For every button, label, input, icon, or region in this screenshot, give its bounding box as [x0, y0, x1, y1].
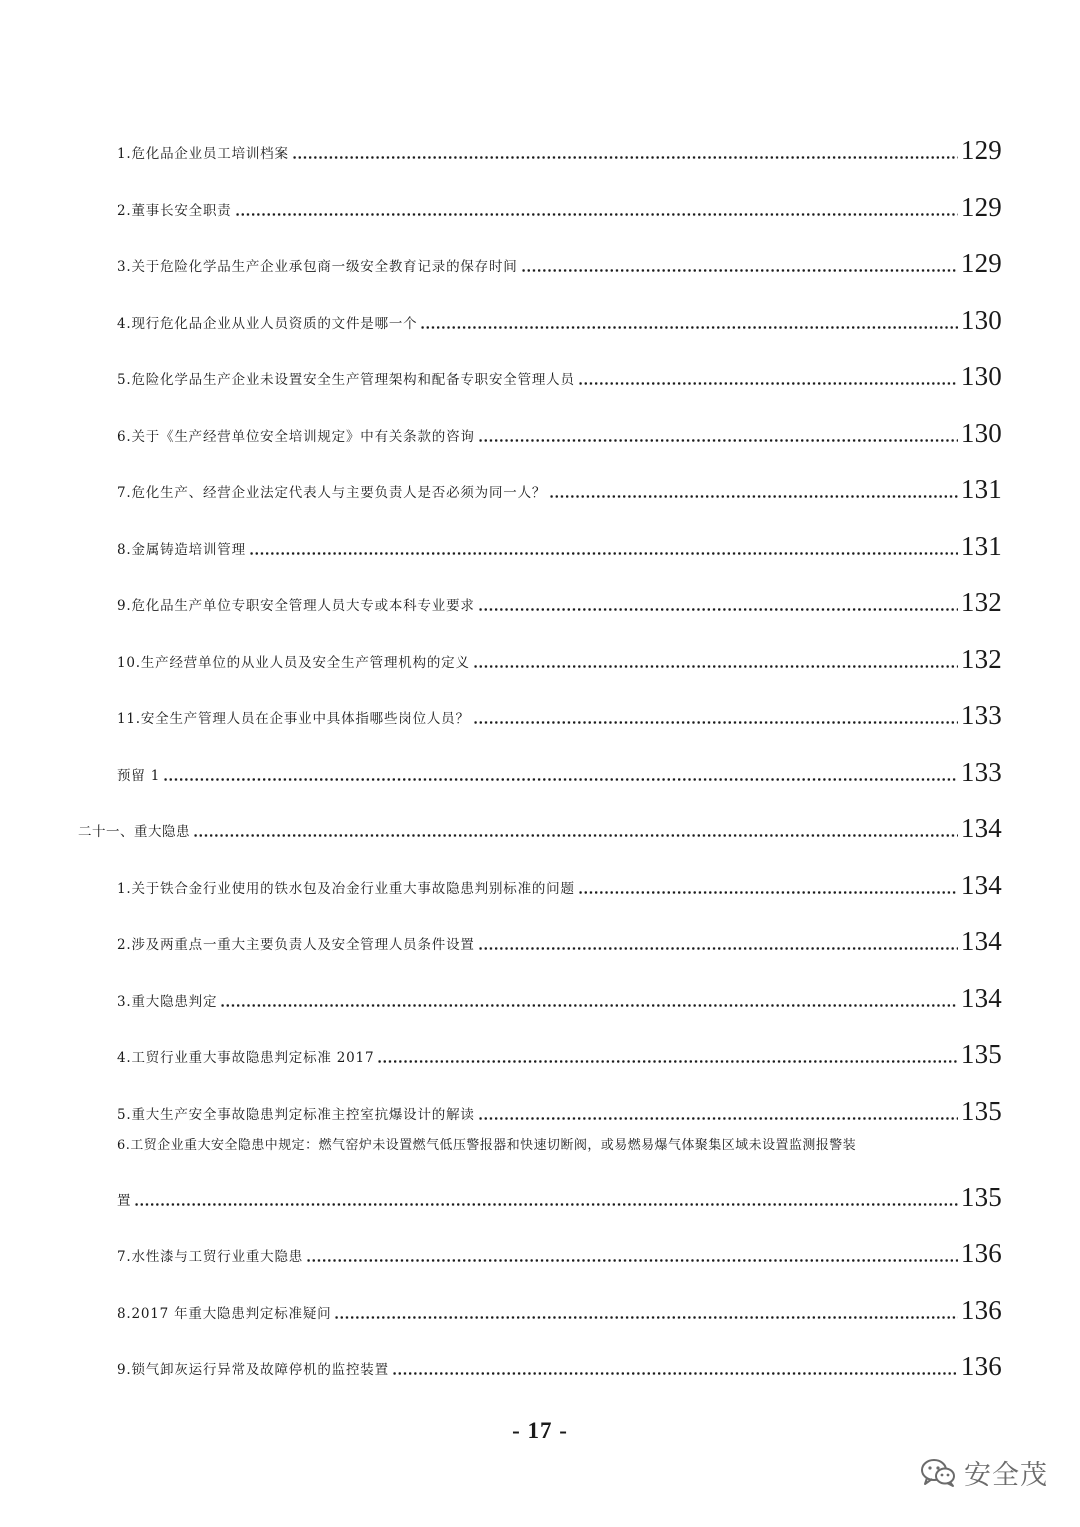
toc-entry[interactable] [117, 1226, 1002, 1266]
toc-entry[interactable] [117, 1339, 1002, 1379]
toc-entry[interactable] [117, 406, 1002, 446]
dot-leader [220, 1003, 958, 1008]
toc-entry[interactable] [117, 1283, 1002, 1323]
toc-entry-title: 8.金属铸造培训管理 [117, 542, 246, 558]
toc-entry[interactable] [117, 1084, 1002, 1124]
dot-leader [292, 155, 958, 160]
toc-entry-title: 1.关于铁合金行业使用的铁水包及冶金行业重大事故隐患判别标准的问题 [117, 881, 575, 897]
toc-entry[interactable] [117, 180, 1002, 220]
toc-entry[interactable] [117, 1027, 1002, 1067]
toc-entry-page: 134 [960, 870, 1002, 900]
dot-leader [377, 1059, 958, 1064]
toc-entry-title: 1.危化品企业员工培训档案 [117, 146, 289, 162]
toc-entry[interactable] [117, 858, 1002, 898]
toc-entry-title: 5.危险化学品生产企业未设置安全生产管理架构和配备专职安全管理人员 [117, 372, 575, 388]
toc-entry-page: 136 [960, 1351, 1002, 1381]
dot-leader [420, 325, 957, 330]
toc-entry-page: 129 [960, 248, 1002, 278]
toc-chapter-entry[interactable] [78, 801, 1002, 841]
toc-entry-page: 130 [960, 418, 1002, 448]
toc-entry[interactable] [117, 575, 1002, 615]
toc-chapter-title: 二十一、重大隐患 [78, 824, 190, 840]
dot-leader [478, 607, 958, 612]
toc-entry-title: 2.董事长安全职责 [117, 203, 232, 219]
toc-entry-page: 136 [960, 1295, 1002, 1325]
toc-entry-page: 130 [960, 361, 1002, 391]
dot-leader [249, 551, 958, 556]
dot-leader [549, 494, 958, 499]
toc-entry-title: 4.现行危化品企业从业人员资质的文件是哪一个 [117, 316, 418, 332]
toc-entry-title: 9.锁气卸灰运行异常及故障停机的监控装置 [117, 1362, 389, 1378]
dot-leader [478, 946, 958, 951]
toc-entry-title-line1[interactable]: 6.工贸企业重大安全隐患中规定：燃气窑炉未设置燃气低压警报器和快速切断阀，或易燃易爆气体聚集区域未设置监测报警装 [117, 1138, 857, 1153]
toc-entry-title: 4.工贸行业重大事故隐患判定标准 2017 [117, 1050, 375, 1066]
dot-leader [478, 438, 958, 443]
dot-leader [578, 890, 958, 895]
toc-entry-page: 135 [960, 1182, 1002, 1212]
toc-entry-page: 131 [960, 474, 1002, 504]
toc-entry[interactable] [117, 349, 1002, 389]
toc-entry-page: 136 [960, 1238, 1002, 1268]
toc-entry[interactable] [117, 632, 1002, 672]
toc-entry[interactable] [117, 1170, 1002, 1210]
toc-entry-page: 132 [960, 587, 1002, 617]
toc-entry-title: 置 [117, 1193, 132, 1209]
toc-entry-page: 132 [960, 644, 1002, 674]
dot-leader [478, 1116, 958, 1121]
dot-leader [578, 381, 958, 386]
wechat-icon [920, 1458, 956, 1488]
toc-entry-page: 134 [960, 813, 1002, 843]
toc-entry[interactable] [117, 971, 1002, 1011]
toc-entry-page: 134 [960, 926, 1002, 956]
dot-leader [473, 720, 958, 725]
toc-entry-title: 10.生产经营单位的从业人员及安全生产管理机构的定义 [117, 655, 470, 671]
dot-leader [392, 1371, 958, 1376]
toc-entry[interactable] [117, 519, 1002, 559]
toc-entry[interactable] [117, 745, 1002, 785]
toc-entry-title: 7.危化生产、经营企业法定代表人与主要负责人是否必须为同一人？ [117, 485, 547, 501]
toc-entry-page: 135 [960, 1039, 1002, 1069]
toc-entry-title: 2.涉及两重点一重大主要负责人及安全管理人员条件设置 [117, 937, 475, 953]
toc-entry-page: 134 [960, 983, 1002, 1013]
toc-entry-title: 3.重大隐患判定 [117, 994, 218, 1010]
dot-leader [163, 777, 958, 782]
dot-leader [235, 212, 958, 217]
dot-leader [306, 1258, 958, 1263]
toc-entry-page: 133 [960, 757, 1002, 787]
toc-entry-title: 8.2017 年重大隐患判定标准疑问 [117, 1306, 332, 1322]
dot-leader [193, 833, 958, 838]
toc-entry-title: 6.关于《生产经营单位安全培训规定》中有关条款的咨询 [117, 429, 475, 445]
toc-entry-page: 130 [960, 305, 1002, 335]
toc-entry-title: 预留 1 [117, 768, 161, 784]
toc-entry-page: 129 [960, 135, 1002, 165]
toc-entry-title: 7.水性漆与工贸行业重大隐患 [117, 1249, 304, 1265]
toc-entry-page: 131 [960, 531, 1002, 561]
toc-entry[interactable] [117, 293, 1002, 333]
toc-entry[interactable] [117, 462, 1002, 502]
dot-leader [473, 664, 958, 669]
page-number: - 17 - [512, 1418, 568, 1443]
toc-entry-page: 129 [960, 192, 1002, 222]
toc-entry-title: 5.重大生产安全事故隐患判定标准主控室抗爆设计的解读 [117, 1107, 475, 1123]
dot-leader [334, 1315, 957, 1320]
toc-entry[interactable] [117, 236, 1002, 276]
watermark-text: 安全茂 [964, 1460, 1048, 1491]
toc-entry[interactable] [117, 688, 1002, 728]
toc-entry-page: 133 [960, 700, 1002, 730]
dot-leader [134, 1202, 958, 1207]
toc-entry-title: 3.关于危险化学品生产企业承包商一级安全教育记录的保存时间 [117, 259, 518, 275]
toc-entry-page: 135 [960, 1096, 1002, 1126]
watermark [920, 1453, 1048, 1492]
toc-entry[interactable] [117, 914, 1002, 954]
toc-entry-title: 9.危化品生产单位专职安全管理人员大专或本科专业要求 [117, 598, 475, 614]
toc-entry-title: 11.安全生产管理人员在企事业中具体指哪些岗位人员？ [117, 711, 470, 727]
toc-entry[interactable] [117, 123, 1002, 163]
dot-leader [521, 268, 958, 273]
